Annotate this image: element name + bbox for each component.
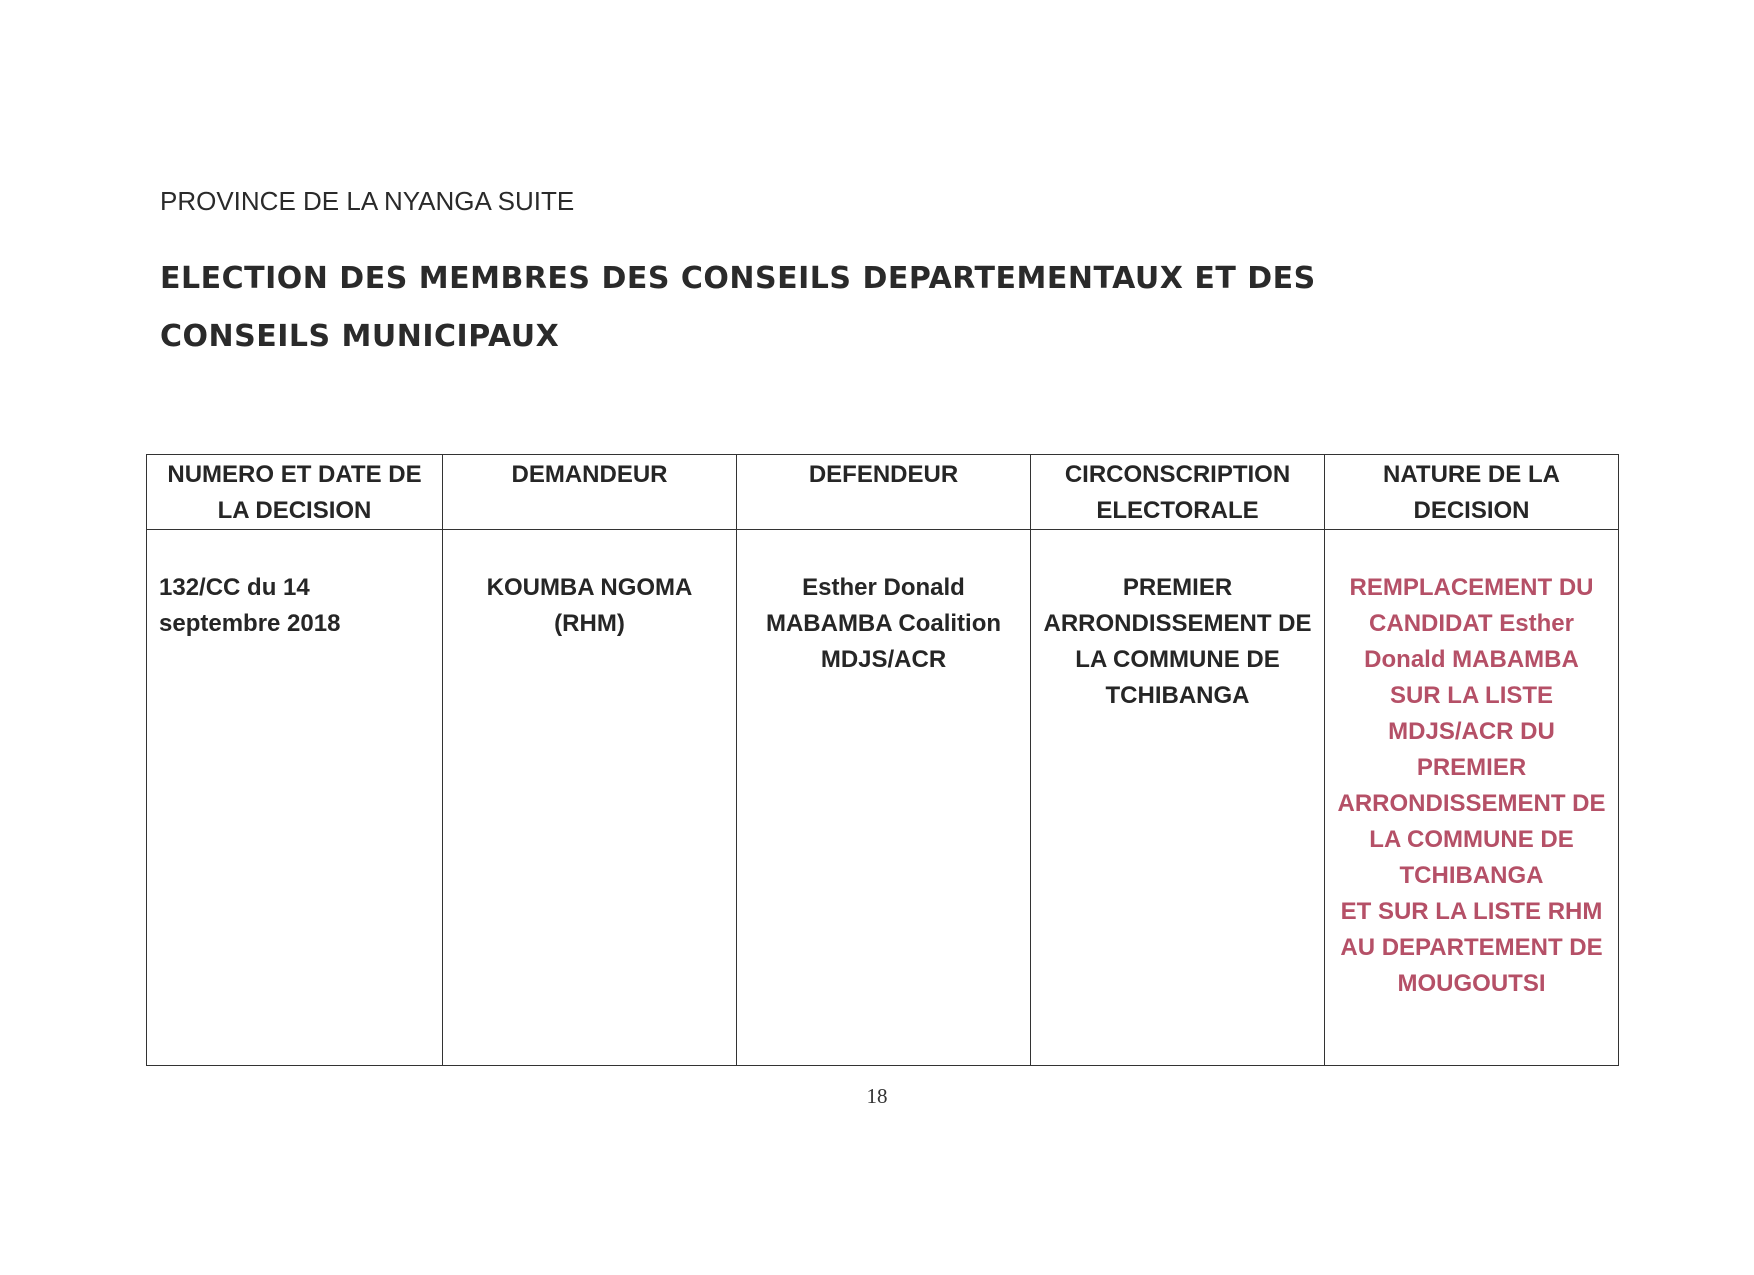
header-circonscription: CIRCONSCRIPTION ELECTORALE <box>1031 455 1325 530</box>
title-line: ELECTION DES MEMBRES DES CONSEILS DEPARTEMENTAUX ET DES <box>160 261 1316 296</box>
title-line: CONSEILS MUNICIPAUX <box>160 319 560 354</box>
cell-nature-decision: REMPLACEMENT DU CANDIDAT Esther Donald MABAMBA SUR LA LISTE MDJS/ACR DU PREMIER ARRONDISSEMENT DE LA COMMUNE DE TCHIBANGA ET SUR LA LISTE RHM AU DEPARTEMENT DE MOUGOUTSI <box>1325 530 1619 1066</box>
document-title <box>160 250 1540 366</box>
cell-demandeur: KOUMBA NGOMA (RHM) <box>443 530 737 1066</box>
page-number: 18 <box>866 1084 888 1108</box>
cell-defendeur: Esther Donald MABAMBA Coalition MDJS/ACR <box>737 530 1031 1066</box>
cell-circonscription: PREMIER ARRONDISSEMENT DE LA COMMUNE DE TCHIBANGA <box>1031 530 1325 1066</box>
header-defendeur: DEFENDEUR <box>737 455 1031 530</box>
header-numero-date: NUMERO ET DATE DE LA DECISION <box>147 455 443 530</box>
header-nature: NATURE DE LA DECISION <box>1325 455 1619 530</box>
header-demandeur: DEMANDEUR <box>443 455 737 530</box>
province-label: PROVINCE DE LA NYANGA SUITE <box>160 186 575 216</box>
cell-numero-date: 132/CC du 14 septembre 2018 <box>147 530 443 1066</box>
table-header-row <box>147 455 1619 530</box>
decisions-table <box>146 454 1619 1066</box>
table-row <box>147 530 1619 1066</box>
